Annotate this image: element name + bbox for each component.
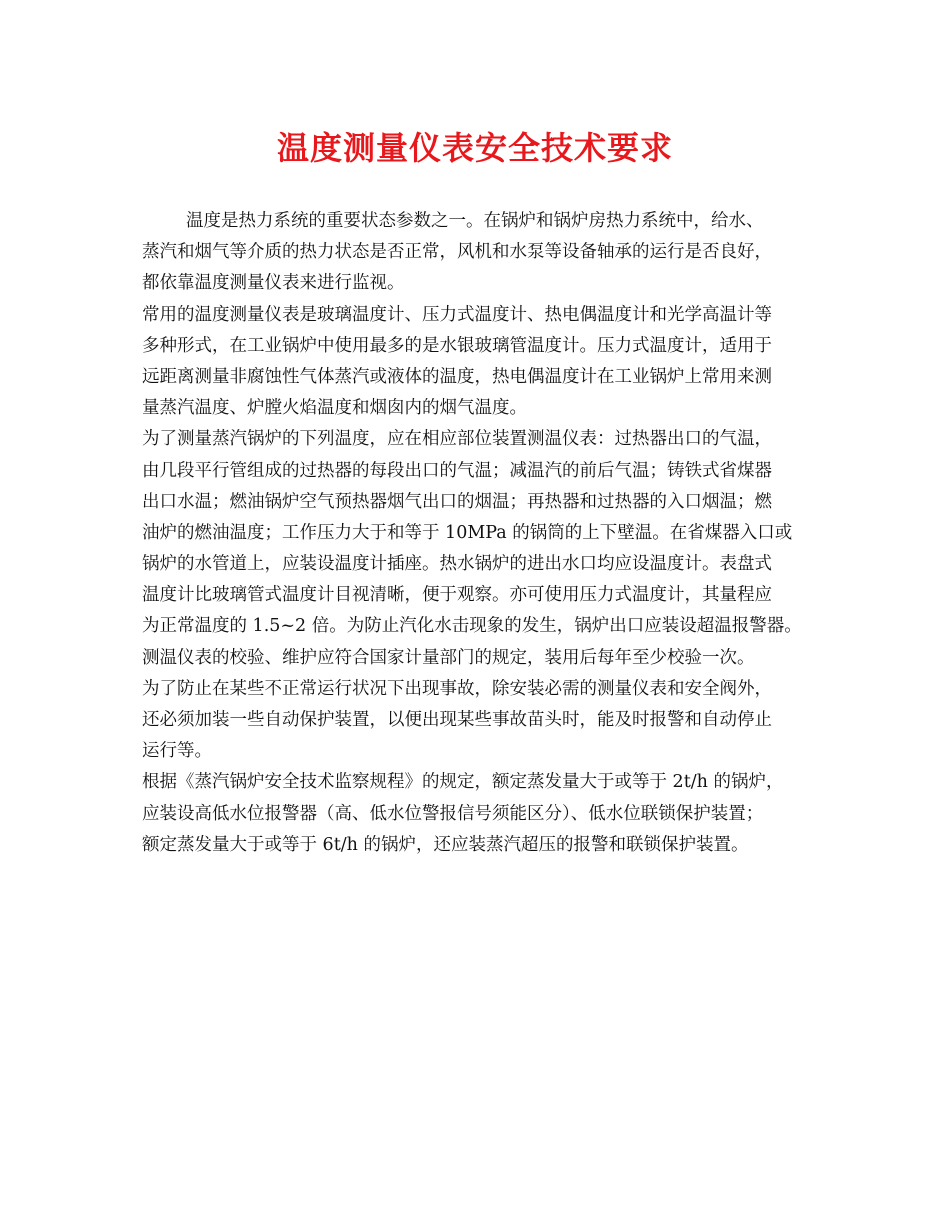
paragraph-line: 出口水温；燃油锅炉空气预热器烟气出口的烟温；再热器和过热器的入口烟温；燃 [142, 491, 772, 512]
paragraph-line: 油炉的燃油温度；工作压力大于和等于 10MPa 的锅筒的上下壁温。在省煤器入口或 [142, 522, 793, 543]
paragraph-line: 常用的温度测量仪表是玻璃温度计、压力式温度计、热电偶温度计和光学高温计等 [142, 304, 772, 325]
paragraph-line: 还必须加装一些自动保护装置，以便出现某些事故苗头时，能及时报警和自动停止 [142, 710, 772, 730]
document-title: 温度测量仪表安全技术要求 [276, 129, 673, 167]
paragraph-line: 锅炉的水管道上，应装设温度计插座。热水锅炉的进出水口均应设温度计。表盘式 [142, 554, 772, 575]
paragraph-line: 测温仪表的校验、维护应符合国家计量部门的规定，装用后每年至少校验一次。 [142, 647, 755, 668]
paragraph-line: 多种形式，在工业锅炉中使用最多的是水银玻璃管温度计。压力式温度计，适用于 [142, 335, 772, 356]
paragraph-line: 温度计比玻璃管式温度计目视清晰，便于观察。亦可使用压力式温度计，其量程应 [142, 585, 772, 606]
paragraph-line: 都依靠温度测量仪表来进行监视。 [142, 273, 405, 294]
paragraph-line: 蒸汽和烟气等介质的热力状态是否正常，风机和水泵等设备轴承的运行是否良好， [142, 242, 772, 263]
paragraph-line: 温度是热力系统的重要状态参数之一。在锅炉和锅炉房热力系统中，给水、 [186, 211, 764, 231]
paragraph-line: 远距离测量非腐蚀性气体蒸汽或液体的温度，热电偶温度计在工业锅炉上常用来测 [142, 366, 772, 387]
paragraph-line: 为了测量蒸汽锅炉的下列温度，应在相应部位装置测温仪表：过热器出口的气温， [142, 429, 772, 450]
paragraph-line: 运行等。 [142, 741, 212, 762]
paragraph-line: 应装设高低水位报警器（高、低水位警报信号须能区分）、低水位联锁保护装置； [142, 803, 764, 824]
paragraph-line: 量蒸汽温度、炉膛火焰温度和烟囱内的烟气温度。 [142, 398, 527, 419]
paragraph-line: 为了防止在某些不正常运行状况下出现事故，除安装必需的测量仪表和安全阀外， [142, 678, 772, 699]
paragraph-line: 由几段平行管组成的过热器的每段出口的气温；减温汽的前后气温；铸铁式省煤器 [142, 460, 772, 481]
paragraph-line: 为正常温度的 1.5~2 倍。为防止汽化水击现象的发生，锅炉出口应装设超温报警器。 [142, 616, 802, 637]
document-body [142, 206, 814, 861]
paragraph-line: 额定蒸发量大于或等于 6t/h 的锅炉，还应装蒸汽超压的报警和联锁保护装置。 [142, 834, 749, 855]
paragraph-line: 根据《蒸汽锅炉安全技术监察规程》的规定，额定蒸发量大于或等于 2t/h 的锅炉， [142, 772, 784, 793]
